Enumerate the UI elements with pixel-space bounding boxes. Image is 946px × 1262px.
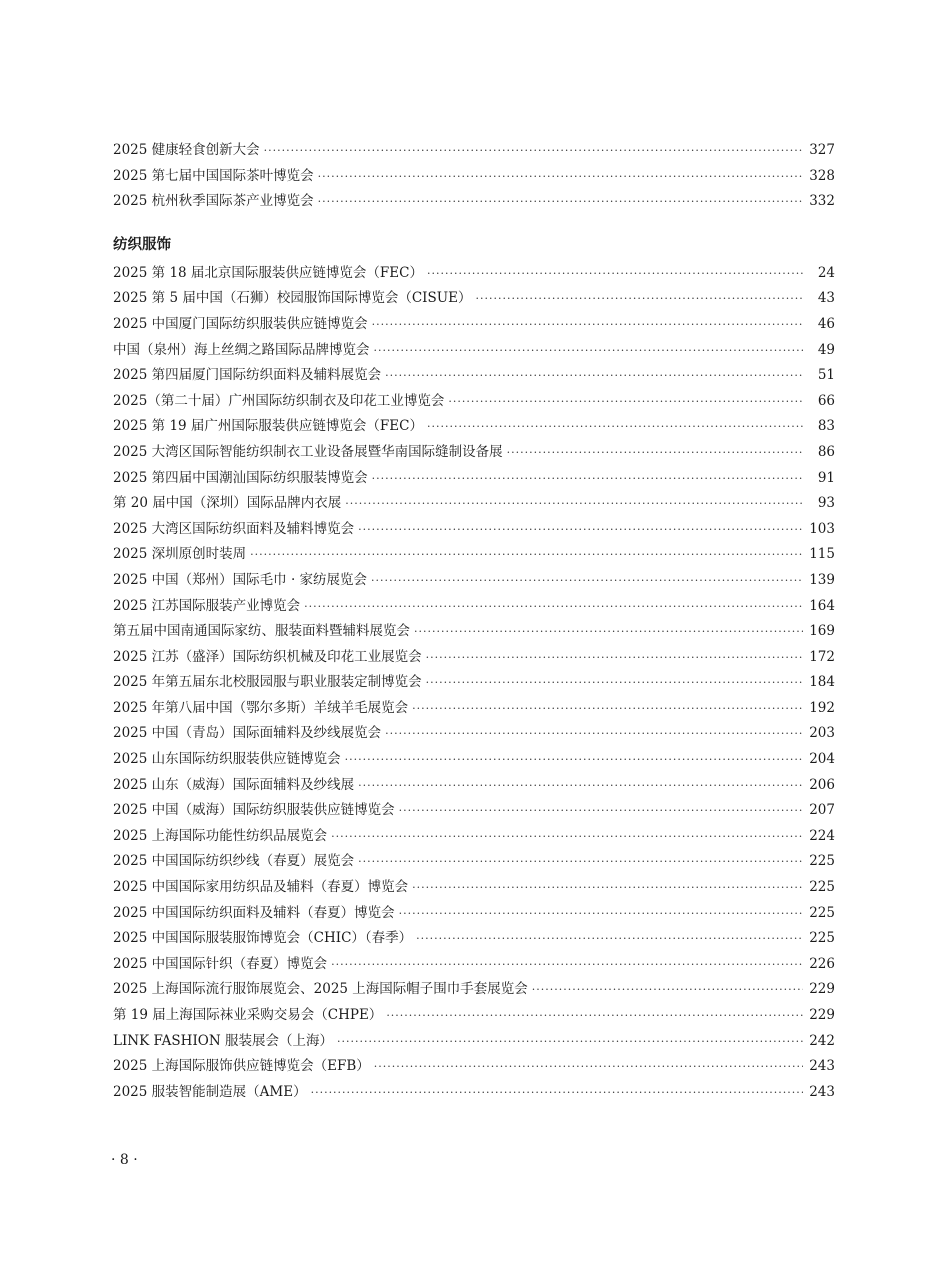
- toc-entry: [113, 363, 835, 389]
- toc-entry: [113, 594, 835, 620]
- toc-entry-page: 164: [809, 597, 835, 614]
- toc-entry-page: 43: [817, 290, 835, 307]
- toc-entry: [113, 952, 835, 978]
- dot-leader: [318, 189, 803, 215]
- toc-entry-page: 327: [809, 142, 835, 158]
- toc-entry-page: 242: [809, 1032, 835, 1049]
- dot-leader: [331, 952, 803, 978]
- dot-leader: [412, 875, 803, 901]
- toc-entry-page: 49: [817, 341, 835, 358]
- toc-entry: [113, 440, 835, 466]
- toc-entry: [113, 138, 835, 164]
- toc-entry: [113, 1080, 835, 1106]
- toc-entry-title: 2025 第四届中国潮汕国际纺织服装博览会: [113, 469, 368, 486]
- toc-entry-title: 2025 第四届厦门国际纺织面料及辅料展览会: [113, 367, 382, 384]
- dot-leader: [448, 389, 803, 415]
- toc-entry: [113, 926, 835, 952]
- toc-entry-page: 83: [817, 418, 835, 435]
- toc-group-top: [113, 138, 835, 215]
- toc-entry-page: 51: [817, 367, 835, 384]
- toc-entry-page: 91: [817, 469, 835, 486]
- dot-leader: [385, 363, 803, 389]
- toc-entry-title: 中国（泉州）海上丝绸之路国际品牌博览会: [113, 341, 370, 358]
- toc-entry-title: 2025 大湾区国际纺织面料及辅料博览会: [113, 520, 355, 537]
- toc-entry-page: 24: [817, 264, 835, 281]
- toc-entry: [113, 466, 835, 492]
- dot-leader: [412, 696, 803, 722]
- toc-entry-page: 203: [809, 725, 835, 742]
- toc-entry-title: 2025 深圳原创时装周: [113, 546, 247, 563]
- dot-leader: [331, 824, 803, 850]
- dot-leader: [399, 901, 803, 927]
- toc-entry-title: 2025 中国国际家用纺织品及辅料（春夏）博览会: [113, 879, 409, 896]
- dot-leader: [427, 261, 803, 287]
- toc-entry: [113, 286, 835, 312]
- dot-leader: [414, 619, 803, 645]
- toc-entry-page: 103: [809, 520, 835, 537]
- toc-entry: [113, 824, 835, 850]
- table-of-contents: [113, 138, 835, 1105]
- toc-entry-title: 2025 中国（青岛）国际面辅料及纱线展览会: [113, 725, 382, 742]
- toc-entry-title: 2025 上海国际服饰供应链博览会（EFB）: [113, 1058, 370, 1075]
- toc-entry-title: 2025 上海国际流行服饰展览会、2025 上海国际帽子围巾手套展览会: [113, 981, 528, 998]
- toc-entry-page: 226: [809, 955, 835, 972]
- toc-entry-page: 328: [809, 167, 835, 184]
- toc-entry-title: 2025（第二十届）广州国际纺织制衣及印花工业博览会: [113, 392, 445, 409]
- dot-leader: [358, 849, 803, 875]
- toc-entry-page: 243: [809, 1083, 835, 1100]
- toc-entry-page: 86: [817, 443, 835, 460]
- toc-entry-title: 2025 第 19 届广州国际服装供应链博览会（FEC）: [113, 418, 423, 435]
- dot-leader: [372, 466, 803, 492]
- toc-entry-page: 229: [809, 1007, 835, 1023]
- toc-entry: [113, 164, 835, 190]
- dot-leader: [358, 773, 803, 799]
- toc-entry-title: 2025 服装智能制造展（AME）: [113, 1083, 307, 1100]
- dot-leader: [475, 286, 803, 312]
- toc-entry-page: 169: [809, 623, 835, 640]
- toc-entry-page: 93: [817, 495, 835, 512]
- toc-entry-page: 66: [817, 392, 835, 409]
- toc-entry-page: 115: [809, 546, 835, 563]
- toc-entry-page: 139: [809, 571, 835, 588]
- dot-leader: [337, 1029, 803, 1055]
- toc-entry-title: 2025 山东（威海）国际面辅料及纱线展: [113, 776, 355, 793]
- toc-entry: [113, 338, 835, 364]
- dot-leader: [427, 414, 803, 440]
- toc-entry: [113, 414, 835, 440]
- toc-entry: [113, 747, 835, 773]
- dot-leader: [250, 542, 803, 568]
- toc-entry-title: 2025 上海国际功能性纺织品展览会: [113, 827, 328, 844]
- toc-entry: [113, 1029, 835, 1055]
- toc-entry-title: 2025 江苏（盛泽）国际纺织机械及印花工业展览会: [113, 648, 422, 665]
- dot-leader: [345, 491, 803, 517]
- toc-entry-title: 2025 第七届中国国际茶叶博览会: [113, 167, 314, 184]
- toc-entry-page: 204: [809, 751, 835, 768]
- toc-entry-title: 2025 大湾区国际智能纺织制衣工业设备展暨华南国际缝制设备展: [113, 443, 503, 460]
- dot-leader: [532, 977, 803, 1003]
- toc-entry-title: 2025 第 18 届北京国际服装供应链博览会（FEC）: [113, 264, 423, 281]
- dot-leader: [374, 1054, 803, 1080]
- toc-entry: [113, 670, 835, 696]
- toc-entry: [113, 645, 835, 671]
- toc-entry-title: LINK FASHION 服装展会（上海）: [113, 1032, 333, 1049]
- dot-leader: [386, 1003, 803, 1029]
- toc-entry-page: 224: [809, 827, 835, 844]
- toc-entry: [113, 977, 835, 1003]
- toc-entry-page: 206: [809, 776, 835, 793]
- toc-group-textile: [113, 261, 835, 1106]
- toc-entry-title: 2025 中国（威海）国际纺织服装供应链博览会: [113, 802, 395, 819]
- toc-entry: [113, 619, 835, 645]
- toc-entry-page: 172: [809, 648, 835, 665]
- dot-leader: [264, 138, 803, 164]
- toc-entry-title: 2025 山东国际纺织服装供应链博览会: [113, 751, 341, 768]
- dot-leader: [374, 338, 804, 364]
- toc-entry-title: 第 20 届中国（深圳）国际品牌内衣展: [113, 495, 342, 512]
- toc-entry-title: 2025 中国国际服装服饰博览会（CHIC）（春季）: [113, 930, 413, 947]
- toc-entry-page: 225: [809, 879, 835, 896]
- toc-entry: [113, 389, 835, 415]
- toc-entry-page: 46: [817, 315, 835, 332]
- toc-entry-title: 2025 第 5 届中国（石狮）校园服饰国际博览会（CISUE）: [113, 290, 472, 307]
- toc-entry: [113, 721, 835, 747]
- toc-entry: [113, 849, 835, 875]
- dot-leader: [399, 798, 803, 824]
- dot-leader: [345, 747, 803, 773]
- toc-entry-title: 2025 年第八届中国（鄂尔多斯）羊绒羊毛展览会: [113, 699, 409, 716]
- toc-entry-title: 2025 中国国际针织（春夏）博览会: [113, 955, 328, 972]
- toc-entry-page: 243: [809, 1058, 835, 1075]
- dot-leader: [358, 517, 803, 543]
- toc-entry: [113, 798, 835, 824]
- toc-entry-title: 2025 江苏国际服装产业博览会: [113, 597, 301, 614]
- toc-entry: [113, 568, 835, 594]
- dot-leader: [416, 926, 803, 952]
- dot-leader: [507, 440, 803, 466]
- section-heading: 纺织服饰: [113, 236, 171, 253]
- toc-entry: [113, 189, 835, 215]
- toc-entry-page: 207: [809, 802, 835, 819]
- dot-leader: [385, 721, 803, 747]
- dot-leader: [426, 645, 803, 671]
- dot-leader: [311, 1080, 803, 1106]
- toc-entry-title: 2025 健康轻食创新大会: [113, 142, 260, 158]
- dot-leader: [426, 670, 803, 696]
- toc-entry-title: 2025 中国国际纺织面料及辅料（春夏）博览会: [113, 904, 395, 921]
- toc-entry-title: 第五届中国南通国际家纺、服装面料暨辅料展览会: [113, 623, 410, 640]
- toc-entry-page: 192: [809, 699, 835, 716]
- toc-entry-title: 2025 杭州秋季国际茶产业博览会: [113, 193, 314, 210]
- toc-entry: [113, 696, 835, 722]
- toc-entry-page: 332: [809, 193, 835, 210]
- toc-entry: [113, 542, 835, 568]
- toc-entry-page: 225: [809, 904, 835, 921]
- toc-entry-page: 225: [809, 930, 835, 947]
- dot-leader: [304, 594, 803, 620]
- toc-entry-page: 184: [809, 674, 835, 691]
- toc-entry-page: 225: [809, 853, 835, 870]
- toc-entry: [113, 901, 835, 927]
- toc-entry-title: 2025 中国国际纺织纱线（春夏）展览会: [113, 853, 355, 870]
- toc-entry: [113, 875, 835, 901]
- toc-entry: [113, 517, 835, 543]
- toc-entry-page: 229: [809, 981, 835, 998]
- toc-entry-title: 2025 中国（郑州）国际毛巾 · 家纺展览会: [113, 571, 368, 588]
- dot-leader: [372, 312, 803, 338]
- toc-entry-title: 第 19 届上海国际袜业采购交易会（CHPE）: [113, 1007, 383, 1023]
- dot-leader: [371, 568, 803, 594]
- toc-entry: [113, 1003, 835, 1029]
- toc-entry: [113, 261, 835, 287]
- toc-entry: [113, 312, 835, 338]
- page-number: · 8 ·: [111, 1152, 138, 1168]
- toc-entry-title: 2025 中国厦门国际纺织服装供应链博览会: [113, 315, 368, 332]
- toc-entry: [113, 1054, 835, 1080]
- toc-entry-title: 2025 年第五届东北校服园服与职业服装定制博览会: [113, 674, 422, 691]
- toc-entry: [113, 773, 835, 799]
- dot-leader: [318, 164, 803, 190]
- toc-entry: [113, 491, 835, 517]
